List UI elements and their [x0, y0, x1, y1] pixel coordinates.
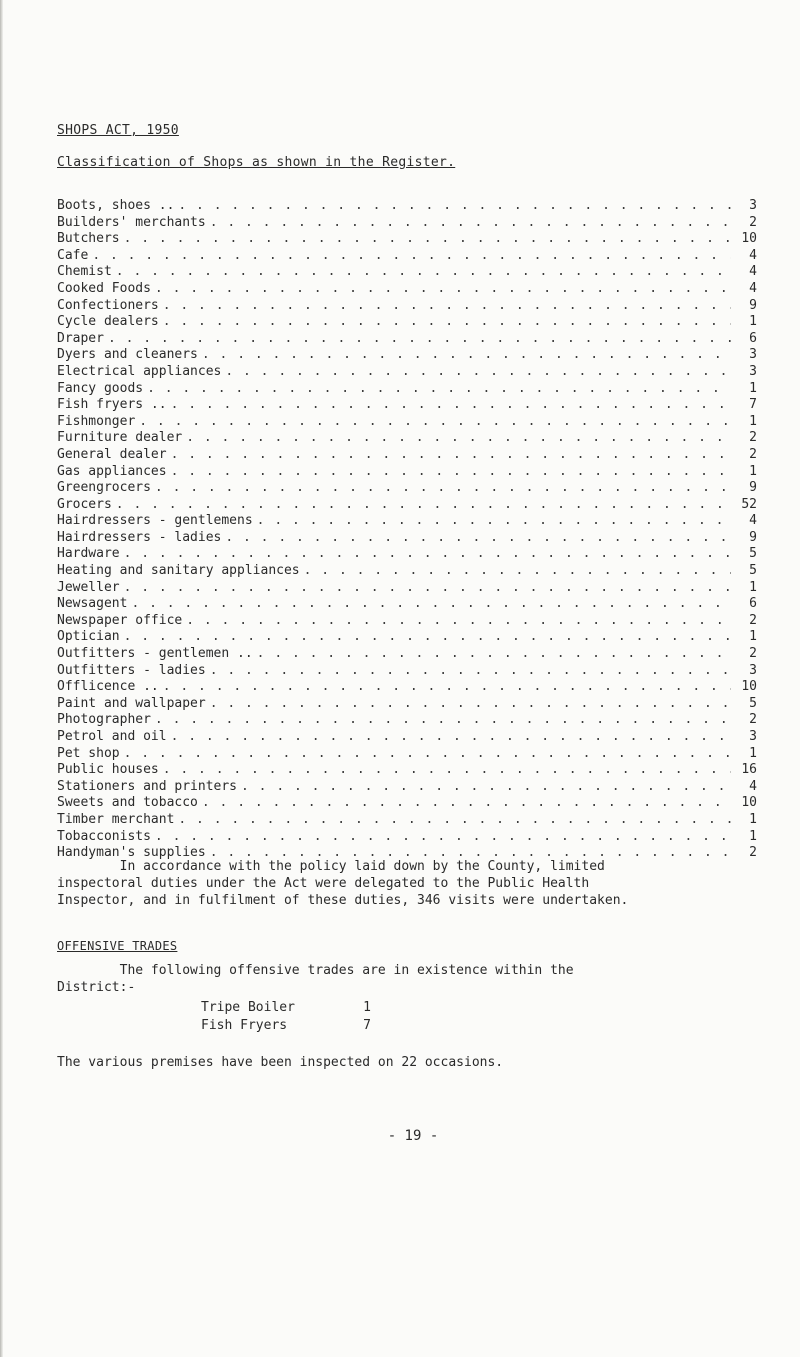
shop-type: Builders' merchants — [57, 214, 206, 230]
trade-name: Fish Fryers — [201, 1018, 288, 1033]
shop-type: Offlicence .. — [57, 679, 159, 695]
leader-dots — [225, 530, 731, 545]
list-item — [57, 646, 757, 663]
leader-dots — [202, 347, 731, 362]
shop-count: 3 — [749, 363, 757, 379]
leader-dots — [131, 596, 731, 611]
leader-dots — [241, 779, 731, 794]
list-item — [57, 829, 757, 846]
list-item — [57, 812, 757, 829]
shop-type: Handyman's supplies — [57, 845, 206, 861]
shop-type: Optician — [57, 629, 120, 645]
shop-count: 16 — [741, 762, 757, 778]
leader-dots — [225, 364, 731, 379]
shop-type: Newsagent — [57, 596, 128, 612]
document-title: SHOPS ACT, 1950 — [57, 123, 179, 138]
page-number: - 19 - — [387, 1128, 439, 1144]
trade-name: Tripe Boiler — [201, 1000, 295, 1015]
leader-dots — [257, 513, 731, 528]
shop-count: 3 — [749, 347, 757, 363]
shop-type: Cycle dealers — [57, 314, 159, 330]
leader-dots — [124, 546, 731, 561]
leader-dots — [202, 795, 731, 810]
shop-type: Greengrocers — [57, 480, 151, 496]
list-item — [57, 397, 757, 414]
shop-count: 1 — [749, 828, 757, 844]
shop-type: Petrol and oil — [57, 729, 167, 744]
leader-dots — [304, 563, 731, 578]
leader-dots — [155, 712, 731, 727]
shop-count: 1 — [749, 463, 757, 479]
shop-type: Stationers and printers — [57, 778, 238, 794]
list-item — [57, 795, 757, 812]
leader-dots — [186, 613, 731, 628]
inspection-paragraph: In accordance with the policy laid down by the County, limited inspectoral duties under the Act were delegated to the Public Health Inspector, and in fulfilment of these duties, 346 visits were undertaken. — [57, 859, 629, 908]
list-item — [57, 248, 757, 265]
list-item — [57, 530, 757, 547]
shop-count: 4 — [749, 280, 757, 296]
shop-type: Outfitters - gentlemen .. — [57, 646, 253, 662]
leader-dots — [163, 314, 731, 329]
leader-dots — [124, 746, 731, 761]
shop-type: Fishmonger — [57, 413, 136, 429]
list-item — [57, 746, 757, 763]
shop-type: Hardware — [57, 546, 120, 562]
offensive-trades-heading: OFFENSIVE TRADES — [57, 939, 178, 953]
leader-dots — [171, 397, 731, 412]
trade-count: 1 — [363, 1000, 371, 1015]
leader-dots — [92, 248, 731, 263]
shop-count: 2 — [749, 446, 757, 462]
shop-count: 2 — [749, 430, 757, 446]
shop-count: 10 — [741, 231, 757, 247]
list-item — [57, 347, 757, 364]
shop-count: 2 — [749, 214, 757, 230]
list-item — [57, 613, 757, 630]
shop-count: 4 — [749, 778, 757, 794]
shop-count: 1 — [749, 314, 757, 330]
shop-count: 2 — [749, 845, 757, 861]
list-item — [57, 629, 757, 646]
leader-dots — [178, 812, 731, 827]
shop-count: 3 — [749, 729, 757, 744]
list-item — [57, 298, 757, 315]
trade-count: 7 — [363, 1018, 371, 1033]
shop-type: Confectioners — [57, 297, 159, 313]
shop-classification-list — [57, 198, 757, 862]
leader-dots — [163, 679, 731, 694]
leader-dots — [155, 281, 731, 296]
leader-dots — [163, 298, 731, 313]
shop-count: 1 — [749, 413, 757, 429]
list-item — [201, 1018, 371, 1036]
leader-dots — [124, 580, 731, 595]
list-item — [57, 215, 757, 232]
shop-type: Gas appliances — [57, 463, 167, 479]
shop-count: 9 — [749, 297, 757, 313]
shop-count: 3 — [749, 198, 757, 213]
leader-dots — [155, 829, 731, 844]
shop-count: 10 — [741, 679, 757, 695]
shop-type: General dealer — [57, 446, 167, 462]
shop-type: Fancy goods — [57, 380, 144, 396]
leader-dots — [155, 480, 731, 495]
leader-dots — [171, 464, 731, 479]
list-item — [57, 497, 757, 514]
offensive-trades-intro: The following offensive trades are in existence within the District:- — [57, 963, 574, 995]
shop-count: 1 — [749, 380, 757, 396]
shop-count: 1 — [749, 629, 757, 645]
shop-type: Cafe — [57, 247, 89, 263]
shop-type: Timber merchant — [57, 811, 175, 827]
list-item — [57, 414, 757, 431]
leader-dots — [124, 231, 731, 246]
leader-dots — [171, 729, 731, 744]
list-item — [57, 264, 757, 281]
list-item — [57, 314, 757, 331]
leader-dots — [116, 264, 731, 279]
list-item — [57, 712, 757, 729]
shop-count: 7 — [749, 397, 757, 413]
list-item — [201, 1000, 371, 1018]
list-item — [57, 480, 757, 497]
shop-type: Boots, shoes .. — [57, 198, 175, 213]
shop-count: 6 — [749, 330, 757, 346]
shop-count: 4 — [749, 264, 757, 280]
shop-count: 3 — [749, 662, 757, 678]
shop-count: 1 — [749, 811, 757, 827]
leader-dots — [139, 414, 731, 429]
shop-type: Furniture dealer — [57, 430, 183, 446]
shop-count: 9 — [749, 529, 757, 545]
list-item — [57, 513, 757, 530]
page-edge — [0, 0, 3, 1357]
leader-dots — [257, 646, 731, 661]
list-item — [57, 729, 757, 746]
list-item — [57, 364, 757, 381]
shop-count: 2 — [749, 612, 757, 628]
shop-type: Tobacconists — [57, 828, 151, 844]
document-subtitle: Classification of Shops as shown in the Register. — [57, 155, 456, 170]
shop-type: Dyers and cleaners — [57, 347, 198, 363]
shop-count: 52 — [741, 496, 757, 512]
leader-dots — [116, 497, 731, 512]
shop-count: 2 — [749, 712, 757, 728]
shop-type: Sweets and tobacco — [57, 795, 198, 811]
shop-type: Cooked Foods — [57, 280, 151, 296]
list-item — [57, 464, 757, 481]
shop-type: Outfitters - ladies — [57, 662, 206, 678]
shop-count: 5 — [749, 546, 757, 562]
inspection-occasions-text: The various premises have been inspected on 22 occasions. — [57, 1055, 504, 1070]
leader-dots — [210, 696, 731, 711]
shop-type: Draper — [57, 330, 104, 346]
list-item — [57, 430, 757, 447]
shop-type: Butchers — [57, 231, 120, 247]
shop-count: 4 — [749, 513, 757, 529]
shop-type: Fish fryers .. — [57, 397, 167, 413]
leader-dots — [210, 663, 731, 678]
shop-type: Grocers — [57, 496, 112, 512]
list-item — [57, 231, 757, 248]
list-item — [57, 281, 757, 298]
list-item — [57, 679, 757, 696]
shop-count: 1 — [749, 579, 757, 595]
list-item — [57, 546, 757, 563]
list-item — [57, 447, 757, 464]
shop-count: 10 — [741, 795, 757, 811]
shop-type: Heating and sanitary appliances — [57, 563, 300, 579]
offensive-trades-list — [201, 1000, 371, 1036]
shop-type: Electrical appliances — [57, 363, 222, 379]
shop-type: Public houses — [57, 762, 159, 778]
list-item — [57, 331, 757, 348]
shop-type: Newspaper office — [57, 612, 183, 628]
leader-dots — [171, 447, 731, 462]
shop-type: Paint and wallpaper — [57, 695, 206, 711]
shop-type: Photographer — [57, 712, 151, 728]
shop-count: 2 — [749, 646, 757, 662]
shop-count: 5 — [749, 563, 757, 579]
shop-type: Hairdressers - ladies — [57, 529, 222, 545]
leader-dots — [210, 215, 731, 230]
list-item — [57, 381, 757, 398]
shop-count: 5 — [749, 695, 757, 711]
leader-dots — [124, 629, 731, 644]
list-item — [57, 663, 757, 680]
shop-count: 6 — [749, 596, 757, 612]
leader-dots — [108, 331, 731, 346]
leader-dots — [186, 430, 731, 445]
shop-type: Jeweller — [57, 579, 120, 595]
shop-count: 1 — [749, 745, 757, 761]
list-item — [57, 596, 757, 613]
list-item — [57, 580, 757, 597]
shop-count: 9 — [749, 480, 757, 496]
shop-type: Pet shop — [57, 745, 120, 761]
list-item — [57, 762, 757, 779]
shop-type: Chemist — [57, 264, 112, 280]
shop-type: Hairdressers - gentlemens — [57, 513, 253, 529]
leader-dots — [178, 198, 731, 213]
list-item — [57, 779, 757, 796]
leader-dots — [163, 762, 731, 777]
list-item — [57, 696, 757, 713]
list-item — [57, 563, 757, 580]
list-item — [57, 198, 757, 215]
shop-count: 4 — [749, 247, 757, 263]
leader-dots — [147, 381, 731, 396]
